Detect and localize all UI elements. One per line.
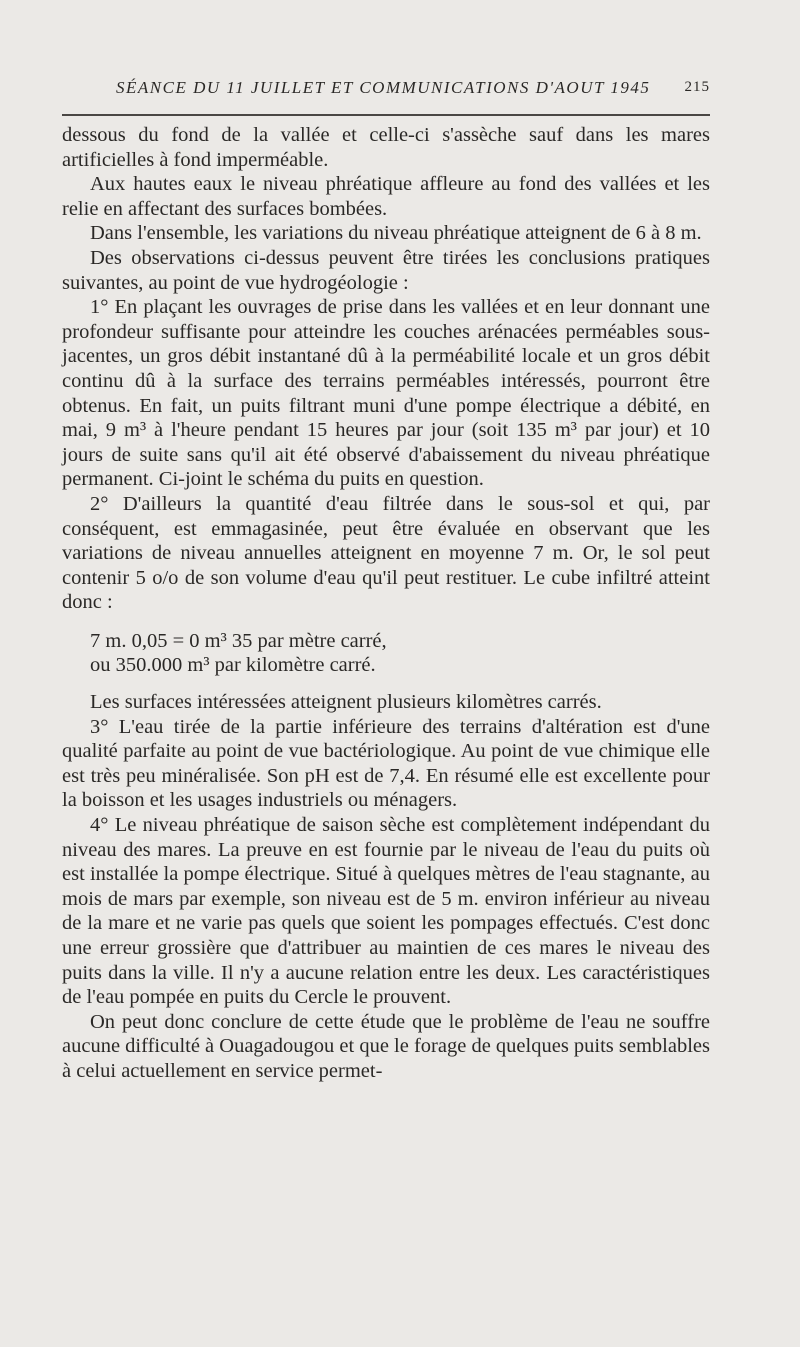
paragraph-hautes-eaux: Aux hautes eaux le niveau phréatique affleure au fond des vallées et les relie en affectant des surfaces bombées.: [62, 173, 710, 220]
paragraph-surfaces: Les surfaces intéressées atteignent plusieurs kilomètres carrés.: [90, 691, 602, 714]
header-rule: [62, 114, 710, 116]
body-text: [62, 123, 710, 1084]
paragraph-point-2: 2° D'ailleurs la quantité d'eau filtrée dans le sous-sol et qui, par conséquent, est emmagasinée, peut être évaluée en observant que les variations de niveau annuelles atteignent en moyenne 7 m. Or, le sol peut contenir 5 o/o de son volume d'eau qu'il peut restituer. Le cube infiltré atteint donc :: [62, 492, 710, 614]
formula-line-1: 7 m. 0,05 = 0 m³ 35 par mètre carré,: [90, 629, 387, 652]
page-number: 215: [684, 79, 710, 95]
running-title: SÉANCE DU 11 JUILLET ET COMMUNICATIONS D'AOUT 1945: [116, 78, 651, 97]
paragraph-continuation: dessous du fond de la vallée et celle-ci s'assèche sauf dans les mares artificielles à fond imperméable.: [62, 124, 710, 171]
formula-block: [62, 629, 710, 678]
paragraph-point-1: 1° En plaçant les ouvrages de prise dans les vallées et en leur donnant une profondeur suffisante pour atteindre les couches arénacées perméables sous-jacentes, un gros débit instantané dû à la perméabilité locale et un gros débit continu dû à la surface des terrains perméables intéressés, pourront être obtenus. En fait, un puits filtrant muni d'une pompe électrique a débité, en mai, 9 m³ à l'heure pendant 15 heures par jour (soit 135 m³ par jour) et 10 jours de suite sans qu'il ait été observé d'abaissement du niveau phréatique permanent. Ci-joint le schéma du puits en question.: [62, 296, 710, 491]
paragraph-conclusion: On peut donc conclure de cette étude que le problème de l'eau ne souffre aucune difficulté à Ouagadougou et que le forage de quelques puits semblables à celui actuellement en service permet-: [62, 1010, 711, 1082]
formula-line-2: ou 350.000 m³ par kilomètre carré.: [90, 654, 376, 677]
paragraph-point-4: 4° Le niveau phréatique de saison sèche est complètement indépendant du niveau des mares. La preuve en est fournie par le niveau de l'eau du puits où est installée la pompe électrique. Situé à quelques mètres de l'eau stagnante, au mois de mars par exemple, son niveau est de 5 m. environ inférieur au niveau de la mare et ne varie pas quels que soient les pompages effectués. C'est donc une erreur grossière que d'attribuer au maintien de ces mares le niveau des puits dans la ville. Il n'y a aucune relation entre les deux. Les caractéristiques de l'eau pompée en puits du Cercle le prouvent.: [62, 814, 710, 1009]
paragraph-variations: Dans l'ensemble, les variations du niveau phréatique atteignent de 6 à 8 m.: [90, 222, 702, 245]
paragraph-point-3: 3° L'eau tirée de la partie inférieure des terrains d'altération est d'une qualité parfaite au point de vue bactériologique. Au point de vue chimique elle est très peu minéralisée. Son pH est de 7,4. En résumé elle est excellente pour la boisson et les usages industriels ou ménagers.: [62, 715, 710, 812]
running-head: [62, 78, 710, 104]
paragraph-conclusions-intro: Des observations ci-dessus peuvent être tirées les conclusions pratiques suivantes, au point de vue hydrogéologie :: [62, 246, 710, 294]
